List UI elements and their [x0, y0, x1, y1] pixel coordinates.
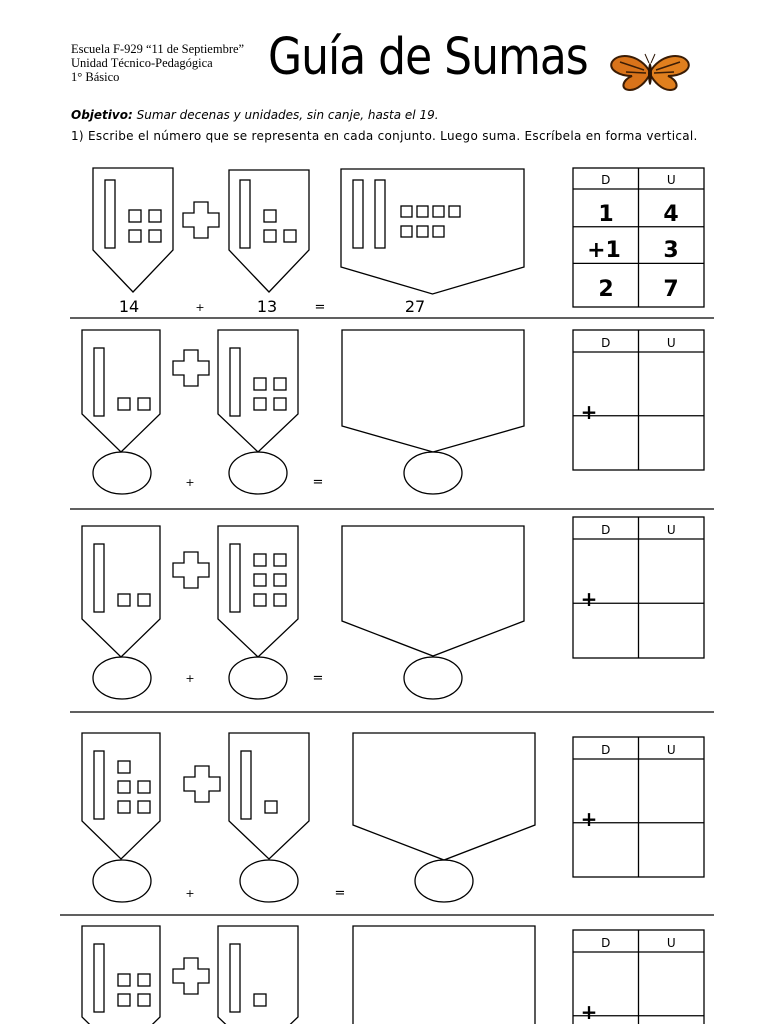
plus-sign-3: +: [185, 672, 195, 685]
tens-header: D: [601, 523, 611, 537]
ten-bar: [375, 180, 385, 248]
vertical-row3-tens: 2: [598, 277, 614, 302]
unit-block: [254, 574, 266, 586]
unit-name: Unidad Técnico-Pedagógica: [71, 56, 213, 70]
equals-sign-3: =: [312, 671, 324, 686]
shield-result-1: [341, 169, 524, 294]
vertical-row2-units: 3: [663, 238, 679, 263]
unit-block: [118, 801, 130, 813]
answer-circle-first-2: [93, 452, 151, 494]
units-header: U: [666, 743, 676, 757]
answer-circle-second-2: [229, 452, 287, 494]
vertical-row1-units: 4: [663, 202, 679, 227]
unit-block: [254, 378, 266, 390]
shield-b-1-outline: [229, 170, 309, 292]
tens-header: D: [601, 743, 611, 757]
unit-block: [138, 801, 150, 813]
unit-block: [274, 398, 286, 410]
shield-b-2: [218, 330, 298, 452]
dv-table-4: [573, 737, 704, 877]
unit-block: [129, 210, 141, 222]
tens-header: D: [601, 936, 611, 950]
table-plus-sign-5: +: [580, 1000, 598, 1024]
unit-block: [449, 206, 460, 217]
plus-sign-2: +: [185, 476, 195, 489]
ten-bar: [105, 180, 115, 248]
unit-block: [433, 226, 444, 237]
page-title: Guía de Sumas: [268, 28, 588, 87]
dv-table-2: [573, 330, 704, 470]
answer-sum-1: 27: [404, 297, 426, 316]
vertical-row3-units: 7: [663, 277, 679, 302]
unit-block: [401, 206, 412, 217]
units-header: U: [666, 173, 676, 187]
objective-text: Sumar decenas y unidades, sin canje, hasta el 19.: [136, 108, 439, 122]
unit-block: [264, 210, 276, 222]
school-name: Escuela F-929 “11 de Septiembre”: [71, 42, 245, 56]
unit-block: [138, 994, 150, 1006]
vertical-row2-tens: +1: [587, 238, 621, 263]
shield-result-3: [342, 526, 524, 656]
unit-block: [254, 594, 266, 606]
unit-block: [254, 554, 266, 566]
answer-first-1: 14: [118, 297, 140, 316]
plus-icon: [173, 958, 209, 994]
ten-bar: [240, 180, 250, 248]
shield-result-5: [353, 926, 535, 1024]
unit-block: [118, 974, 130, 986]
plus-icon: [184, 766, 220, 802]
unit-block: [417, 206, 428, 217]
unit-block: [417, 226, 428, 237]
tens-header: D: [601, 173, 611, 187]
objective-label: Objetivo:: [71, 108, 133, 122]
plus-icon: [183, 202, 219, 238]
unit-block: [265, 801, 277, 813]
dv-table-5: [573, 930, 704, 1024]
shield-b-4: [229, 733, 309, 859]
answer-second-1: 13: [256, 297, 278, 316]
table-plus-sign-2: +: [580, 400, 598, 424]
answer-circle-first-3: [93, 657, 151, 699]
shield-a-1: [93, 168, 173, 292]
plus-sign-4: +: [185, 887, 195, 900]
plus-icon: [173, 350, 209, 386]
vertical-row1-tens: 1: [598, 202, 614, 227]
unit-block: [401, 226, 412, 237]
answer-circle-sum-4: [415, 860, 473, 902]
shield-result-2: [342, 330, 524, 452]
grade: 1° Básico: [71, 70, 120, 84]
unit-block: [118, 994, 130, 1006]
unit-block: [138, 398, 150, 410]
unit-block: [118, 781, 130, 793]
plus-sign-1: +: [195, 301, 205, 314]
unit-block: [138, 974, 150, 986]
answer-circle-sum-3: [404, 657, 462, 699]
ten-bar: [230, 544, 240, 612]
dv-table-3: [573, 517, 704, 658]
unit-block: [149, 210, 161, 222]
shield-a-4: [82, 733, 160, 859]
ten-bar: [230, 944, 240, 1012]
answer-circle-sum-2: [404, 452, 462, 494]
unit-block: [264, 230, 276, 242]
instruction-text: 1) Escribe el número que se representa en cada conjunto. Luego suma. Escríbela en forma vertical.: [71, 129, 698, 143]
ten-bar: [230, 348, 240, 416]
unit-block: [118, 594, 130, 606]
unit-block: [138, 781, 150, 793]
ten-bar: [94, 544, 104, 612]
shield-result-4: [353, 733, 535, 860]
ten-bar: [94, 751, 104, 819]
equals-sign-4: =: [334, 886, 346, 901]
equals-sign-2: =: [312, 475, 324, 490]
unit-block: [254, 994, 266, 1006]
dv-table-1: [573, 168, 704, 307]
table-plus-sign-3: +: [580, 587, 598, 611]
unit-block: [129, 230, 141, 242]
unit-block: [274, 594, 286, 606]
unit-block: [274, 574, 286, 586]
shield-a-5: [82, 926, 160, 1024]
units-header: U: [666, 936, 676, 950]
answer-circle-second-4: [240, 860, 298, 902]
unit-block: [284, 230, 296, 242]
ten-bar: [94, 348, 104, 416]
shield-a-2: [82, 330, 160, 452]
units-header: U: [666, 523, 676, 537]
shield-a-3: [82, 526, 160, 657]
shield-b-3: [218, 526, 298, 657]
equals-sign-1: =: [314, 300, 326, 315]
units-header: U: [666, 336, 676, 350]
ten-bar: [94, 944, 104, 1012]
unit-block: [118, 761, 130, 773]
shield-b-1: [229, 170, 309, 292]
tens-header: D: [601, 336, 611, 350]
unit-block: [254, 398, 266, 410]
unit-block: [138, 594, 150, 606]
shield-b-5: [218, 926, 298, 1024]
answer-circle-first-4: [93, 860, 151, 902]
ten-bar: [353, 180, 363, 248]
table-plus-sign-4: +: [580, 807, 598, 831]
unit-block: [118, 398, 130, 410]
plus-icon: [173, 552, 209, 588]
ten-bar: [241, 751, 251, 819]
unit-block: [433, 206, 444, 217]
answer-circle-second-3: [229, 657, 287, 699]
unit-block: [274, 378, 286, 390]
unit-block: [149, 230, 161, 242]
unit-block: [274, 554, 286, 566]
